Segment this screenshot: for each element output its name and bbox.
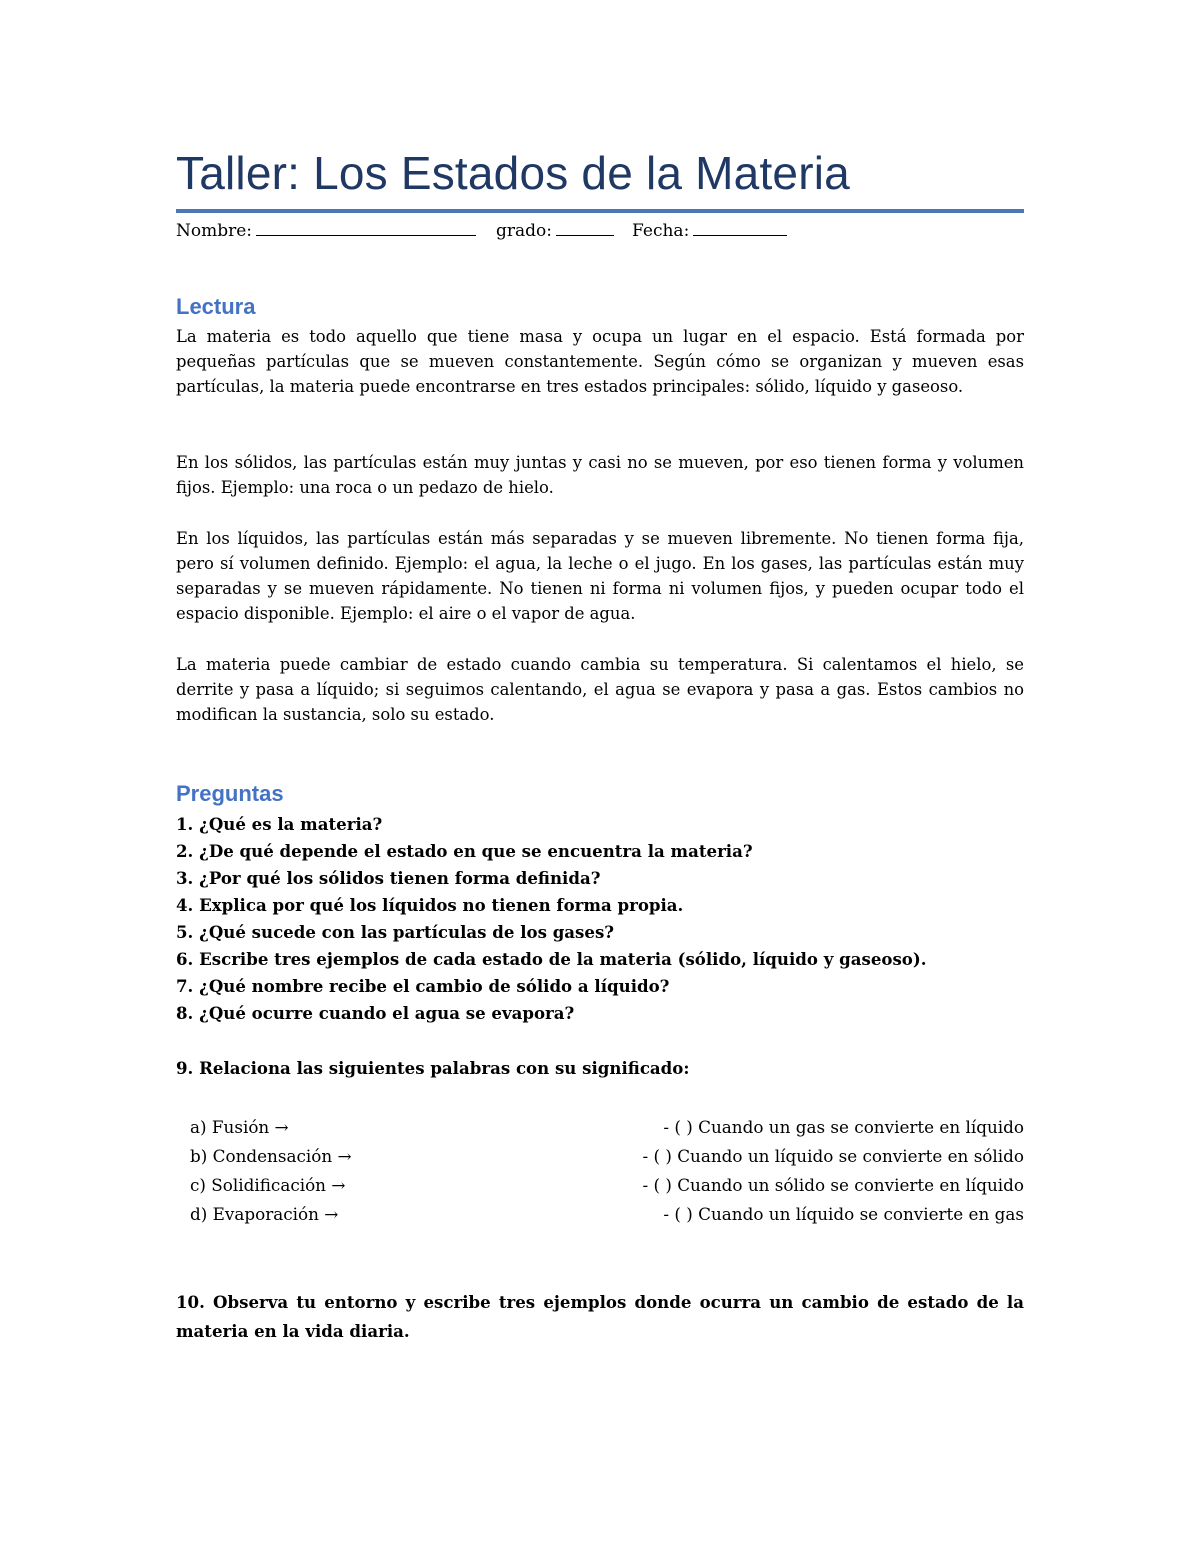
- question-list: [176, 811, 927, 1027]
- matching-term: d) Evaporación →: [190, 1204, 339, 1224]
- matching-term: b) Condensación →: [190, 1146, 352, 1166]
- grado-blank[interactable]: [556, 217, 614, 236]
- nombre-label: Nombre:: [176, 221, 253, 241]
- matching-row: [190, 1113, 1024, 1142]
- reading-paragraph-1: La materia es todo aquello que tiene masa y ocupa un lugar en el espacio. Está formada por pequeñas partículas que se mueven constantemente. Según cómo se organizan y mueven esas partículas, la materia puede encontrarse en tres estados principales: sólido, líquido y gaseoso.: [176, 327, 1024, 396]
- matching-definition: - ( ) Cuando un líquido se convierte en sólido: [642, 1146, 1024, 1166]
- question-item: 6. Escribe tres ejemplos de cada estado de la materia (sólido, líquido y gaseoso).: [176, 949, 927, 969]
- question-item: 1. ¿Qué es la materia?: [176, 814, 383, 834]
- reading-paragraph-3: En los líquidos, las partículas están más separadas y se mueven libremente. No tienen forma fija, pero sí volumen definido. Ejemplo: el agua, la leche o el jugo. En los gases, las partículas están muy separadas y se mueven rápidamente. No tienen ni forma ni volumen fijos, y pueden ocupar todo el espacio disponible. Ejemplo: el aire o el vapor de agua.: [176, 529, 1024, 623]
- title-underline: [176, 209, 1024, 213]
- reading-paragraph-2: En los sólidos, las partículas están muy juntas y casi no se mueven, por eso tienen forma y volumen fijos. Ejemplo: una roca o un pedazo de hielo.: [176, 453, 1024, 497]
- matching-term: a) Fusión →: [190, 1117, 289, 1137]
- question-9: 9. Relaciona las siguientes palabras con su significado:: [176, 1058, 690, 1078]
- question-item: 8. ¿Qué ocurre cuando el agua se evapora?: [176, 1003, 575, 1023]
- matching-exercise: [190, 1113, 1024, 1229]
- reading-heading: Lectura: [176, 294, 256, 319]
- question-item: 4. Explica por qué los líquidos no tienen forma propia.: [176, 895, 684, 915]
- matching-definition: - ( ) Cuando un líquido se convierte en gas: [663, 1204, 1024, 1224]
- question-item: 5. ¿Qué sucede con las partículas de los gases?: [176, 922, 615, 942]
- questions-heading: Preguntas: [176, 781, 284, 806]
- question-item: 7. ¿Qué nombre recibe el cambio de sólido a líquido?: [176, 976, 670, 996]
- matching-row: [190, 1200, 1024, 1229]
- nombre-blank[interactable]: [256, 217, 476, 236]
- matching-definition: - ( ) Cuando un sólido se convierte en líquido: [642, 1175, 1024, 1195]
- matching-row: [190, 1142, 1024, 1171]
- question-item: 2. ¿De qué depende el estado en que se encuentra la materia?: [176, 841, 753, 861]
- matching-row: [190, 1171, 1024, 1200]
- student-info-line: [176, 217, 787, 243]
- page-title: Taller: Los Estados de la Materia: [176, 147, 850, 199]
- fecha-label: Fecha:: [632, 221, 690, 241]
- grado-label: grado:: [496, 221, 553, 241]
- matching-definition: - ( ) Cuando un gas se convierte en líquido: [663, 1117, 1024, 1137]
- fecha-blank[interactable]: [693, 217, 787, 236]
- question-10: 10. Observa tu entorno y escribe tres ejemplos donde ocurra un cambio de estado de la materia en la vida diaria.: [176, 1292, 1024, 1341]
- matching-term: c) Solidificación →: [190, 1175, 346, 1195]
- reading-paragraph-4: La materia puede cambiar de estado cuando cambia su temperatura. Si calentamos el hielo, se derrite y pasa a líquido; si seguimos calentando, el agua se evapora y pasa a gas. Estos cambios no modifican la sustancia, solo su estado.: [176, 655, 1024, 724]
- question-item: 3. ¿Por qué los sólidos tienen forma definida?: [176, 868, 601, 888]
